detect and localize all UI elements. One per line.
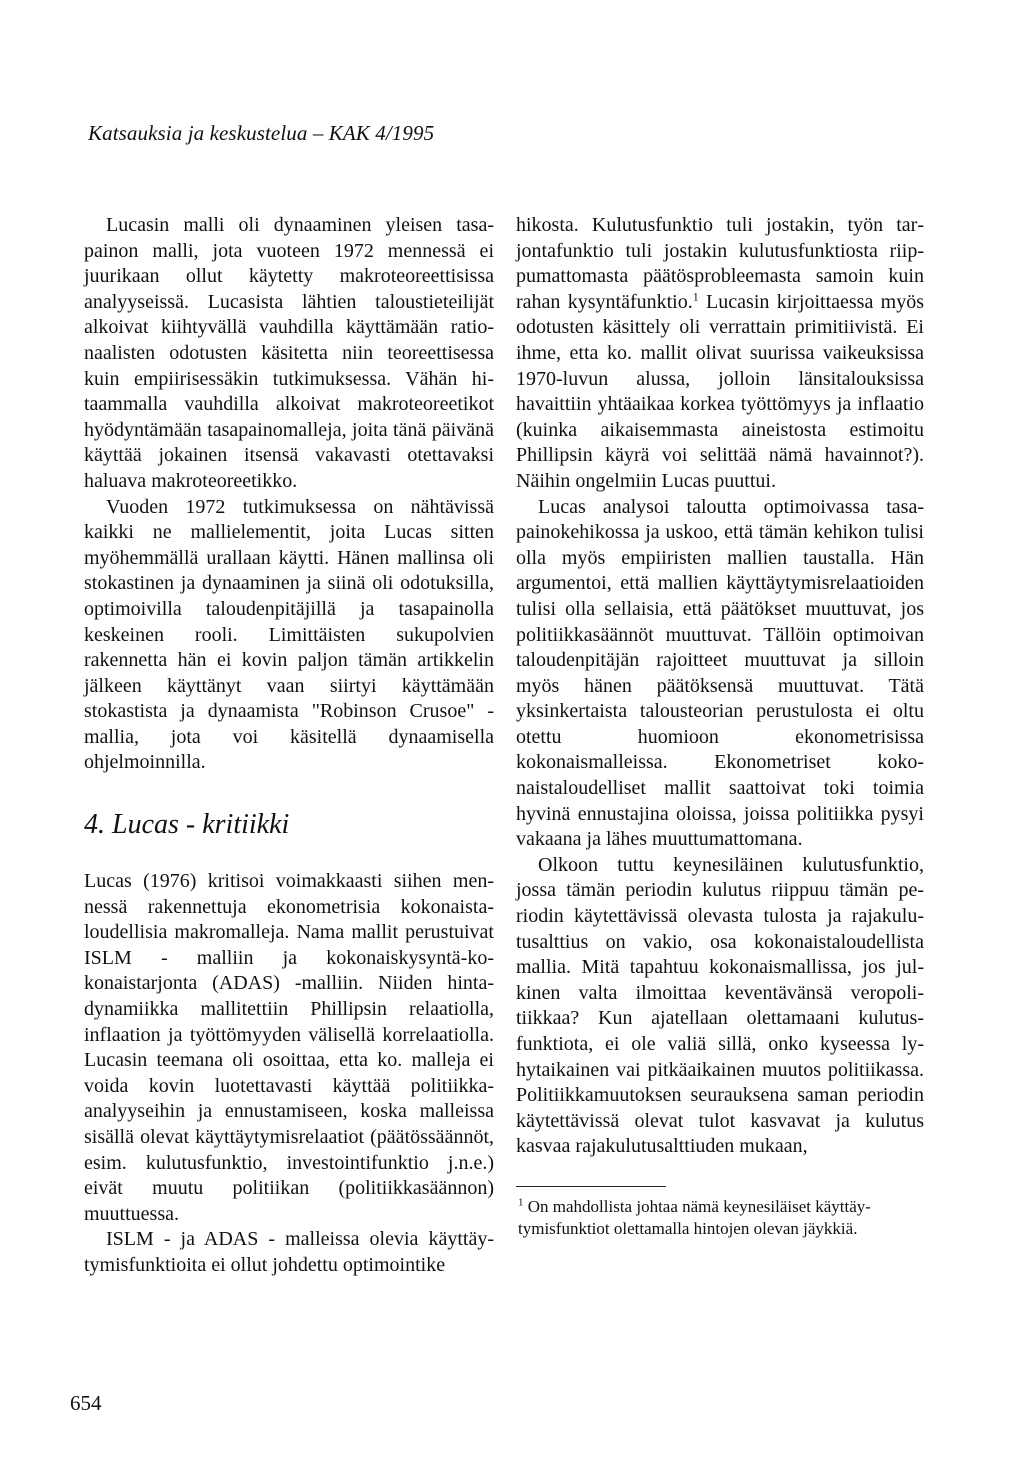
paragraph: Vuoden 1972 tutkimuksessa on nähtävissä kaikki ne mallielementit, joita Lucas sitten myöhemmällä urallaan käytti. Hänen mallinsa oli stokastinen ja dynaaminen ja siinä oli odotuksilla, optimoivilla taloudenpitäjillä ja tasapainolla keskeinen rooli. Limittäisten sukupolvien rakennetta hän ei kovin paljon tämän artikkelin jälkeen käyttänyt vaan siirtyi käyttämään stokastista ja dynaamista "Robinson Crusoe" -mallia, jota voi käsitellä dynaamisella ohjelmoinnilla. (84, 495, 494, 774)
footnote-divider (516, 1186, 666, 1187)
paragraph: Lucas analysoi taloutta optimoivassa tasapainokehikossa ja uskoo, että tämän kehikon tulisi olla myös empiiristen mallien taustalla. Hän argumentoi, että mallien käyttäytymisrelaatioiden tulisi olla sellaisia, että päätökset muuttuvat, jos politiikkasäännöt muuttuvat. Tällöin optimoivan taloudenpitäjän rajoitteet muuttuvat ja silloin myös hänen päätöksensä muuttuvat. Tätä yksinkertaista talousteorian perustulosta ei oltu otettu huomioon ekonometrisissa kokonaismalleissa. Ekonometriset kokonaistaloudelliset mallit saattoivat toki toimia hyvinä ennustajina oloissa, joissa politiikka pysyi vakaana ja lähes muuttumattomana. (516, 495, 924, 851)
running-head: Katsauksia ja keskustelua – KAK 4/1995 (88, 121, 435, 145)
footnote-mark: 1 (518, 1196, 524, 1209)
paragraph-text: Lucasin kirjoittaessa myös odotusten käsittely oli verrattain primitiivistä. Ei ihme, etta ko. mallit olivat suurissa vaikeuksissa 1970-luvun alussa, jolloin länsitalouksissa havaittiin yhtäaikaa korkea työttömyys ja inflaatio (kuinka aikaisemmasta aineistosta estimoitu Phillipsin käyrä voi selittää nämä havainnot?). Näihin ongelmiin Lucas puuttui. (516, 290, 924, 492)
footnote-text: On mahdollista johtaa nämä keynesiläiset käyttäytymisfunktiot olettamalla hintojen olevan jäykkiä. (518, 1196, 871, 1238)
page-number: 654 (70, 1391, 102, 1415)
paragraph (516, 213, 924, 495)
section-heading: 4. Lucas - kritiikki (84, 809, 290, 841)
paragraph: Lucasin malli oli dynaaminen yleisen tasapainon malli, jota vuoteen 1972 mennessä ei juurikaan ollut käytetty makroteoreettisissa analyyseissä. Lucasista lähtien taloustieteilijät alkoivat kiihtyvällä vauhdilla käyttämään rationaalisten odotusten käsitetta niin teoreettisessa kuin empiirisessäkin tutkimuksessa. Vähän hitaammalla vauhdilla alkoivat makroteoreetikot hyödyntämään tasapainomalleja, joita tänä päivänä käyttää jokainen itsensä vakavasti otettavaksi haluava makroteoreetikko. (84, 214, 494, 492)
left-column (84, 213, 494, 1279)
paragraph: Olkoon tuttu keynesiläinen kulutusfunktio, jossa tämän periodin kulutus riippuu tämän periodin käytettävissä olevasta tulosta ja rajakulutusalttius on vakio, osa kokonaistaloudellista mallia. Mitä tapahtuu kokonaismallissa, jos julkinen valta ilmoittaa keventävänsä veropolitiikkaa? Kun ajatellaan olettamaani kulutusfunktiota, ei ole valiä sillä, onko kyseessa lyhytaikainen vai pitkäaikainen muutos politiikassa. Politiikkamuutoksen seurauksena saman periodin käytettävissä olevat tulot kasvavat ja kulutus kasvaa rajakulutusalttiuden mukaan, (516, 853, 924, 1158)
footnote-reference[interactable]: 1 (692, 289, 699, 304)
paragraph-text: hikosta. Kulutusfunktio tuli jostakin, työn tarjontafunktio tuli jostakin kulutusfunktiosta riippumattomasta päätösprobleemasta samoin kuin rahan kysyntäfunktio. (516, 214, 924, 313)
right-column (516, 213, 924, 1240)
footnote (516, 1196, 924, 1240)
paragraph: Lucas (1976) kritisoi voimakkaasti siihen mennessä rakennettuja ekonometrisia kokonaistaloudellisia makromalleja. Nama mallit perustuivat ISLM - malliin ja kokonaiskysyntä-kokonaistarjonta (ADAS) -malliin. Niiden hintadynamiikka mallitettiin Phillipsin relaatiolla, inflaation ja työttömyyden välisellä korrelaatiolla. Lucasin teemana oli osoittaa, etta ko. malleja ei voida kovin luotettavasti käyttää politiikka-analyyseihin ja ennustamiseen, koska malleissa sisällä olevat käyttäytymisrelaatiot (päätössäännöt, esim. kulutusfunktio, investointifunktio j.n.e.) eivät muutu politiikan (politiikkasäännon) muuttuessa. (84, 870, 494, 1225)
paragraph: ISLM - ja ADAS - malleissa olevia käyttäytymisfunktioita ei ollut johdettu optimointike (84, 1228, 494, 1276)
